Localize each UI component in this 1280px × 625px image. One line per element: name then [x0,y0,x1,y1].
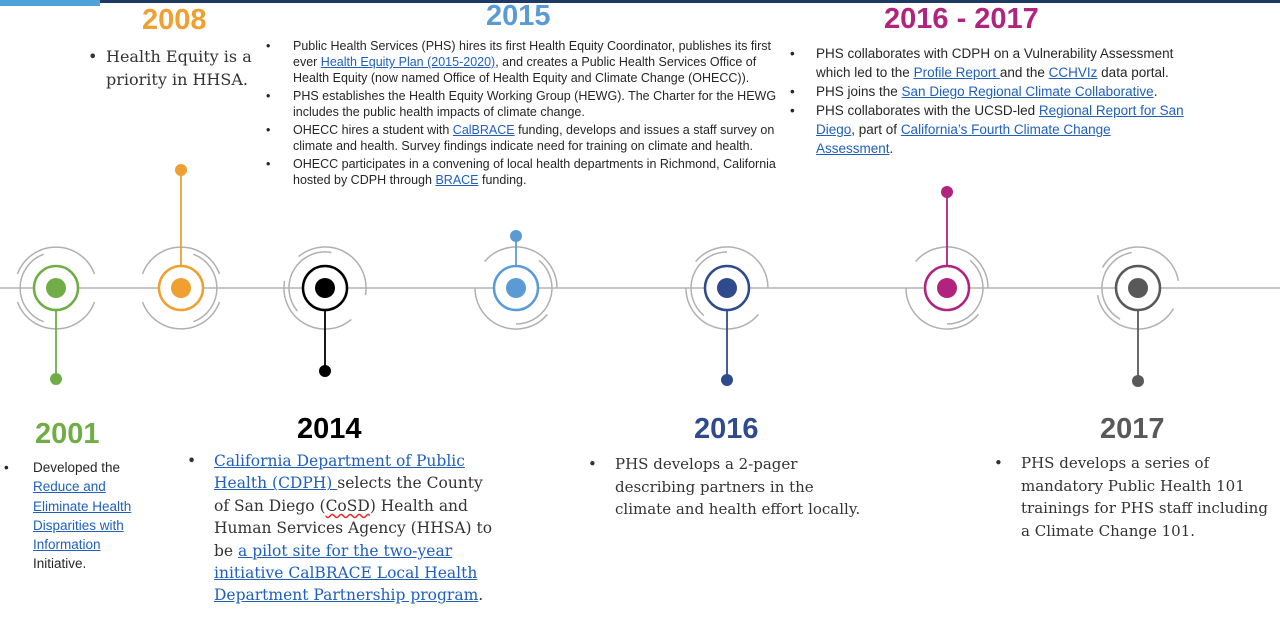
event-2014-text-b: ) Health and Human Services Agency (HHSA) to be [214,496,493,560]
climate-collaborative-link[interactable]: San Diego Regional Climate Collaborative [901,84,1154,99]
cdph-link[interactable]: California Department of Public Health (CDPH) [214,452,465,493]
event-2016-2017-item-1-text-a: PHS collaborates with CDPH on a Vulnerability Assessment which led to the [816,46,1174,80]
event-2016-2017-item-1 [786,44,1186,82]
event-2001-item [0,458,142,574]
regional-report-link[interactable]: Regional Report for San Diego [816,103,1184,137]
node-2001-stem-dot [50,373,62,385]
cchviz-link[interactable]: CCHVIz [1048,65,1098,80]
event-2016-list [584,453,869,521]
event-2015-item-1-text-b: , and creates a Public Health Services Office of Health Equity (now named Office of Health Equity and Climate Change (OHECC)). [293,55,757,85]
event-2017-text: PHS develops a series of mandatory Public Health 101 trainings for PHS staff including a Climate Change 101. [1021,454,1268,540]
year-2016-2017: 2016 - 2017 [884,3,1039,35]
event-2015-item-3-text-b: funding, develops and issues a staff survey on climate and health. Survey findings indicate need for training on climate and health. [293,123,775,153]
event-2014-text-a: selects the County of San Diego ( [214,474,483,515]
reduce-eliminate-disparities-link[interactable]: Reduce and Eliminate Health Disparities with Information [33,479,132,553]
node-2016-stem-dot [721,374,733,386]
health-equity-plan-link[interactable]: Health Equity Plan (2015-2020) [320,55,496,69]
event-2015-list [262,38,784,188]
node-2016-center [717,278,737,298]
node-2008-stem-dot [175,164,187,176]
year-2014: 2014 [297,413,362,445]
event-2014-cosd: CoSD [325,496,370,515]
event-2015-item-2-text: PHS establishes the Health Equity Working Group (HEWG). The Charter for the HEWG includes the public health impacts of climate change. [293,89,777,119]
event-2015-item-4-text-a: OHECC participates in a convening of local health departments in Richmond, California hosted by CDPH through [293,157,776,187]
event-2016-2017-item-3-text-c: . [889,141,894,156]
event-2008-text: Health Equity is a priority in HHSA. [106,47,252,89]
node-2001-center [46,278,66,298]
event-2015-item-1-text-a: Public Health Services (PHS) hires its first Health Equity Coordinator, publishes its first ever [293,39,771,69]
year-2016: 2016 [694,413,759,445]
event-2015-item-4-text-b: funding. [478,173,527,187]
node-2015-center [506,278,526,298]
event-2008-item [84,46,254,91]
event-2015-item-3 [262,122,784,154]
node-2016-2017-stem-dot [941,186,953,198]
node-2014-stem-dot [319,365,331,377]
event-2016-2017-item-3-text-a: PHS collaborates with the UCSD-led [816,103,1039,118]
event-2008-list [84,46,254,91]
event-2001-text-a: Developed the [33,460,121,475]
event-2017-item [990,452,1278,542]
fourth-climate-assessment-link[interactable]: California’s Fourth Climate Change Assessment [816,122,1111,156]
node-2017-center [1128,278,1148,298]
pilot-site-link[interactable]: a pilot site for the two-year initiative CalBRACE Local Health Department Partnership program [214,541,479,605]
event-2016-2017-item-2-text-a: PHS joins the [816,84,902,99]
event-2001-list [0,458,142,574]
event-2016-2017-list [786,44,1186,158]
event-2016-2017-item-2 [786,82,1186,101]
node-2017-stem-dot [1132,375,1144,387]
node-2016-2017-center [937,278,957,298]
event-2015-item-3-text-a: OHECC hires a student with [293,123,453,137]
year-2008: 2008 [142,4,207,36]
node-2015-stem-dot [510,230,522,242]
brace-link[interactable]: BRACE [435,173,479,187]
node-2014-center [315,278,335,298]
event-2015-item-1 [262,38,784,86]
event-2016-2017-item-3 [786,101,1186,158]
event-2015-item-4 [262,156,784,188]
event-2014-item [183,450,495,607]
event-2016-2017-item-3-text-b: , part of [851,122,901,137]
event-2016-2017-item-1-text-b: and the [999,65,1049,80]
year-2017: 2017 [1100,413,1165,445]
node-2008-center [171,278,191,298]
profile-report-link[interactable]: Profile Report [913,65,1000,80]
event-2016-text: PHS develops a 2-pager describing partners in the climate and health effort locally. [615,455,861,519]
event-2017-list [990,452,1278,542]
year-2015: 2015 [486,0,551,32]
event-2014-list [183,450,495,607]
event-2015-item-2 [262,88,784,120]
year-2001: 2001 [35,418,100,450]
event-2014-text-c: . [478,586,484,605]
event-2016-2017-item-1-text-c: data portal. [1097,65,1169,80]
event-2001-text-b: Initiative. [33,556,87,572]
event-2016-2017-item-2-text-b: . [1153,84,1158,99]
calbrace-link[interactable]: CalBRACE [452,123,515,137]
event-2016-item [584,453,869,521]
